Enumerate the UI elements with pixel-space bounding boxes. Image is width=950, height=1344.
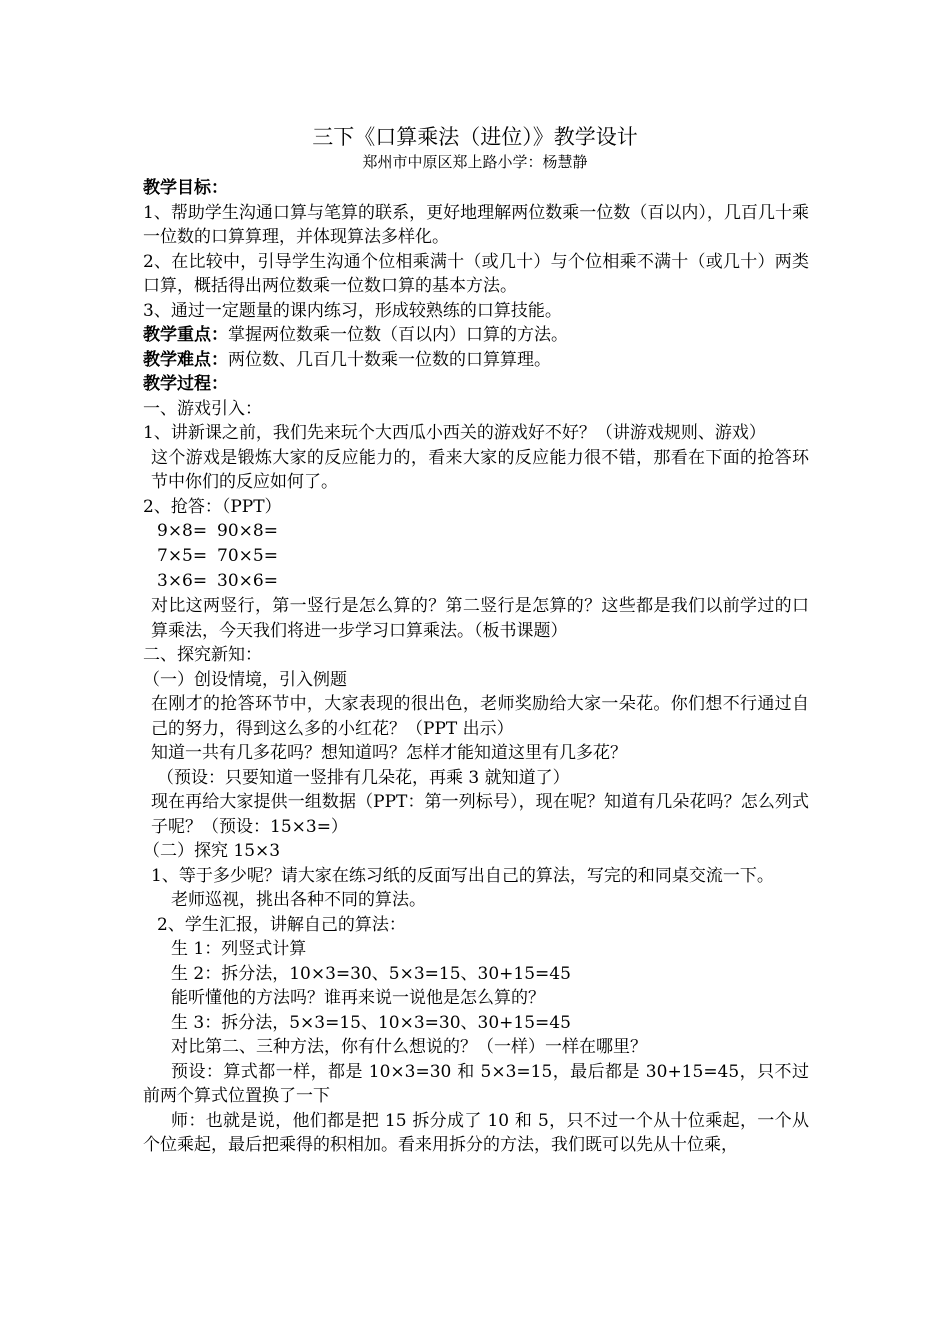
process-heading: 教学过程： [143, 374, 228, 394]
key-point [143, 323, 809, 348]
calc-right: 70×5= [217, 546, 278, 566]
goal-3: 3、通过一定题量的课内练习，形成较熟练的口算技能。 [143, 300, 562, 321]
section-1-para-1: 1、讲新课之前，我们先来玩个大西瓜小西关的游戏好不好？（讲游戏规则、游戏） [143, 423, 766, 443]
key-point-label: 教学重点： [143, 325, 228, 345]
document-title: 三下《口算乘法（进位）》教学设计 [312, 125, 638, 149]
section-2-para-10: 能听懂他的方法吗？谁再来说一说他是怎么算的？ [171, 988, 545, 1008]
section-2-para-13 [143, 1060, 809, 1109]
calc-right: 30×6= [217, 571, 278, 591]
section-2-para-14-text: 师：也就是说，他们都是把 15 拆分成了 10 和 5，只不过一个从十位乘起，一个从个位乘起，最后把乘得的积相加。看来用拆分的方法，我们既可以先从十位乘， [143, 1110, 809, 1155]
section-2-para-13-text: 预设：算式都一样，都是 10×3=30 和 5×3=15，最后都是 30+15=45，只不过前两个算式位置换了一下 [143, 1061, 809, 1106]
section-2-para-11: 生 3：拆分法，5×3=15、10×3=30、30+15=45 [171, 1012, 571, 1033]
section-2-para-6: 老师巡视，挑出各种不同的算法。 [171, 890, 426, 910]
section-2-para-12: 对比第二、三种方法，你有什么想说的？（一样）一样在哪里？ [171, 1037, 647, 1057]
section-2-para-8: 生 1：列竖式计算 [171, 939, 307, 959]
calc-right: 90×8= [217, 521, 278, 541]
document-body [143, 176, 809, 1158]
difficult-point [143, 348, 809, 373]
section-2-sub-2: （二）探究 15×3 [143, 841, 281, 861]
section-2-para-14 [143, 1109, 809, 1158]
calc-left: 7×5= [157, 546, 208, 566]
section-1-para-4: 对比这两竖行，第一竖行是怎么算的？第二竖行是怎算的？这些都是我们以前学过的口算乘法，今天我们将进一步学习口算乘法。（板书课题） [151, 596, 809, 641]
calc-left: 9×8= [157, 521, 208, 541]
section-1-para-3: 2、抢答：（PPT） [143, 496, 282, 517]
goals-heading: 教学目标： [143, 178, 228, 198]
calc-row [143, 544, 809, 569]
calc-row [143, 519, 809, 544]
section-2-para-1: 在刚才的抢答环节中，大家表现的很出色，老师奖励给大家一朵花。你们想不行通过自己的努力，得到这么多的小红花？（PPT 出示） [151, 694, 809, 739]
calc-row [143, 569, 809, 594]
goal-1: 1、帮助学生沟通口算与笔算的联系，更好地理解两位数乘一位数（百以内），几百几十乘一位数的口算算理，并体现算法多样化。 [143, 202, 809, 247]
section-1-para-2: 这个游戏是锻炼大家的反应能力的，看来大家的反应能力很不错，那看在下面的抢答环节中你们的反应如何了。 [151, 447, 809, 492]
section-2-sub-1: （一）创设情境，引入例题 [143, 669, 347, 690]
section-2-para-7: 2、学生汇报，讲解自己的算法： [157, 914, 406, 935]
key-point-text: 掌握两位数乘一位数（百以内）口算的方法。 [228, 325, 568, 345]
document-author: 郑州市中原区郑上路小学：杨慧静 [362, 153, 588, 171]
section-2-heading: 二、探究新知： [143, 645, 262, 665]
section-2-para-9: 生 2：拆分法，10×3=30、5×3=15、30+15=45 [171, 963, 571, 984]
difficult-point-text: 两位数、几百几十数乘一位数的口算算理。 [228, 349, 551, 370]
section-2-para-5: 1、等于多少呢？请大家在练习纸的反面写出自己的算法，写完的和同桌交流一下。 [151, 865, 774, 886]
section-2-para-4: 现在再给大家提供一组数据（PPT：第一列标号），现在呢？知道有几朵花吗？怎么列式子呢？（预设：15×3=） [151, 792, 809, 837]
section-2-para-3: （预设：只要知道一竖排有几朵花，再乘 3 就知道了） [157, 767, 570, 788]
section-1-heading: 一、游戏引入： [143, 398, 262, 419]
goal-2: 2、在比较中，引导学生沟通个位相乘满十（或几十）与个位相乘不满十（或几十）两类口算，概括得出两位数乘一位数口算的基本方法。 [143, 251, 809, 296]
calc-left: 3×6= [157, 571, 208, 591]
difficult-point-label: 教学难点： [143, 349, 228, 370]
section-2-para-2: 知道一共有几多花吗？想知道吗？怎样才能知道这里有几多花？ [151, 743, 627, 763]
